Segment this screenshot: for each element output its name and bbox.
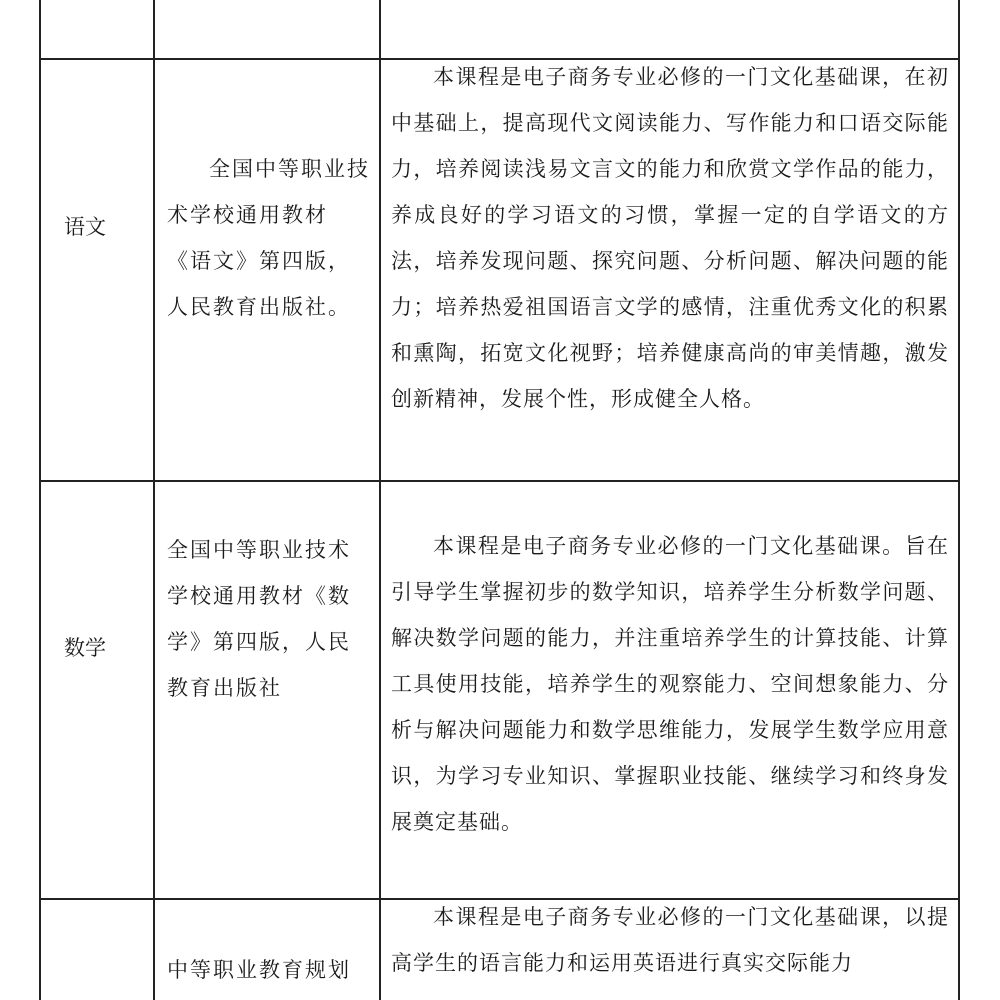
table-border-right (958, 0, 960, 1000)
description-text: 本课程是电子商务专业必修的一门文化基础课。旨在引导学生掌握初步的数学知识，培养学生分析数学问题、解决数学问题的能力，并注重培养学生的计算技能、计算工具使用技能，培养学生的观察能力、空间想象能力、分析与解决问题能力和数学思维能力，发展学生数学应用意识，为学习专业知识、掌握职业技能、继续学习和终身发展奠定基础。 (391, 534, 949, 834)
textbook-text: 全国中等职业技术学校通用教材《语文》第四版，人民教育出版社。 (167, 157, 370, 319)
table-cell-description (391, 54, 949, 422)
table-border-left (39, 0, 41, 1000)
textbook-text: 全国中等职业技术学校通用教材《数学》第四版，人民教育出版社 (167, 538, 351, 700)
description-text: 本课程是电子商务专业必修的一门文化基础课，以提高学生的语言能力和运用英语进行真实交际能力 (391, 905, 949, 975)
table-cell-subject: 数学 (64, 636, 106, 660)
textbook-text: 中等职业教育规划 (167, 958, 351, 982)
table-cell-description (391, 523, 949, 845)
table-column-divider (153, 0, 155, 1000)
table-cell-textbook (167, 527, 373, 711)
description-text: 本课程是电子商务专业必修的一门文化基础课，在初中基础上，提高现代文阅读能力、写作能力和口语交际能力，培养阅读浅易文言文的能力和欣赏文学作品的能力，养成良好的学习语文的习惯，掌握一定的自学语文的方法，培养发现问题、探究问题、分析问题、解决问题的能力；培养热爱祖国语言文学的感情，注重优秀文化的积累和熏陶，拓宽文化视野；培养健康高尚的审美情趣，激发创新精神，发展个性，形成健全人格。 (391, 65, 949, 411)
table-cell-description (391, 894, 949, 986)
table-cell-textbook (167, 146, 373, 330)
table-row-divider (39, 480, 960, 482)
table-column-divider (379, 0, 381, 1000)
table-cell-textbook (167, 947, 373, 993)
table-cell-subject: 语文 (64, 215, 106, 239)
